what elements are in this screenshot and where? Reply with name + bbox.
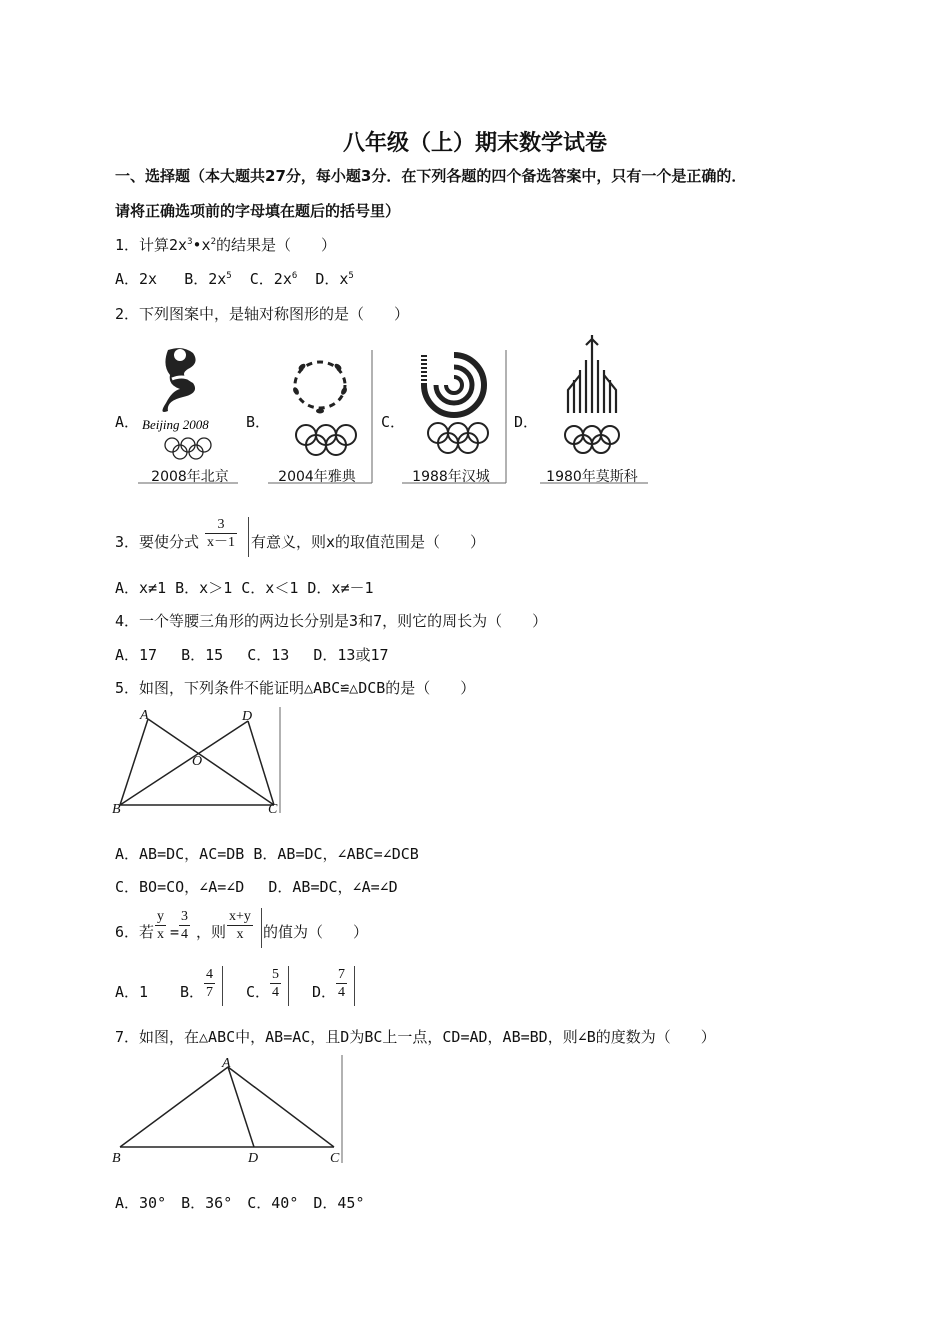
question-6-option-a: A．1 — [115, 983, 149, 1001]
question-6-fraction-3-over-4: $\frac{3}{4}$ — [181, 909, 188, 942]
logo-c-caption: 1988年汉城 — [412, 469, 490, 485]
logo-d-caption: 1980年莫斯科 — [546, 469, 638, 485]
question-6-stem-mid: ，则 — [196, 923, 227, 941]
svg-text:C: C — [330, 1151, 340, 1166]
page-title: 八年级（上）期末数学试卷 — [342, 131, 607, 156]
question-7-options: A．30° B．36° C．40° D．45° — [115, 1194, 365, 1212]
question-7-stem: 7．如图，在△ABC中，AB=AC，且D为BC上一点，CD=AD，AB=BD，则∠B的度数为（ ） — [115, 1028, 716, 1046]
svg-text:D: D — [248, 1151, 259, 1166]
question-3-stem-pre: 3．要使分式 — [115, 533, 200, 551]
question-5-stem: 5．如图，下列条件不能证明△ABC≌△DCB的是（ ） — [115, 679, 476, 697]
question-7-figure — [108, 1055, 348, 1170]
question-3-options: A．x≠1 B．x＞1 C．x＜1 D．x≠－1 — [115, 579, 374, 597]
svg-text:B: B — [112, 802, 121, 817]
svg-text:B: B — [112, 1151, 121, 1166]
question-6-option-d: D． — [312, 983, 337, 1001]
section-heading-line2: 请将正确选项前的字母填在题后的括号里） — [115, 202, 401, 220]
question-1-options: A．2x B．$2x^5$ C．$2x^6$ D．$x^5$ — [115, 270, 354, 288]
question-5-figure — [108, 705, 288, 820]
question-6-stem-post: 的值为（ ） — [263, 923, 369, 941]
question-1-stem: 1．计算$2x^3•x^2$的结果是（ ） — [115, 236, 337, 254]
svg-text:Beijing 2008: Beijing 2008 — [142, 417, 209, 432]
question-2-option-a: A． — [115, 413, 140, 431]
athens-2004-logo — [268, 345, 373, 485]
question-6-option-d-fraction: $\frac{7}{4}$ — [338, 967, 345, 1000]
svg-text:D: D — [242, 709, 253, 724]
seoul-1988-logo — [402, 345, 507, 485]
question-4-options: A．17 B．15 C．13 D．13或17 — [115, 646, 389, 664]
question-2-option-c: C． — [381, 413, 406, 431]
question-6-option-b: B． — [180, 983, 205, 1001]
question-3-stem-post: 有意义，则x的取值范围是（ ） — [251, 533, 486, 551]
question-5-options-line2: C．BO=CO，∠A=∠D D．AB=DC，∠A=∠D — [115, 878, 398, 896]
question-4-stem: 4．一个等腰三角形的两边长分别是3和7，则它的周长为（ ） — [115, 612, 548, 630]
svg-text:A: A — [140, 708, 149, 723]
question-6-option-c: C． — [246, 983, 271, 1001]
question-2-option-d: D． — [514, 413, 539, 431]
question-5-options-line1: A．AB=DC，AC=DB B．AB=DC，∠ABC=∠DCB — [115, 845, 419, 863]
question-2-option-b: B． — [246, 413, 271, 431]
svg-text:A: A — [222, 1056, 231, 1071]
question-6-fraction-y-over-x: $\frac{y}{x}$ — [157, 909, 164, 942]
logo-a-caption: 2008年北京 — [151, 469, 229, 485]
moscow-1980-logo — [540, 335, 650, 485]
question-2-stem: 2．下列图案中，是轴对称图形的是（ ） — [115, 305, 410, 323]
svg-text:C: C — [268, 802, 278, 817]
question-3-fraction: $\frac{3}{x-1}$ — [207, 517, 235, 550]
question-6-fraction-xy-over-x: $\frac{x+y}{x}$ — [229, 909, 251, 942]
question-6-stem-pre: 6．若 — [115, 923, 155, 941]
logo-b-caption: 2004年雅典 — [278, 469, 356, 485]
question-6-option-c-fraction: $\frac{5}{4}$ — [272, 967, 279, 1000]
question-6-equals: = — [170, 923, 180, 941]
beijing-2008-logo — [138, 345, 238, 485]
section-heading-line1: 一、选择题（本大题共27分，每小题3分．在下列各题的四个备选答案中，只有一个是正确的． — [115, 167, 747, 185]
svg-text:O: O — [192, 754, 203, 769]
question-6-option-b-fraction: $\frac{4}{7}$ — [206, 967, 213, 1000]
